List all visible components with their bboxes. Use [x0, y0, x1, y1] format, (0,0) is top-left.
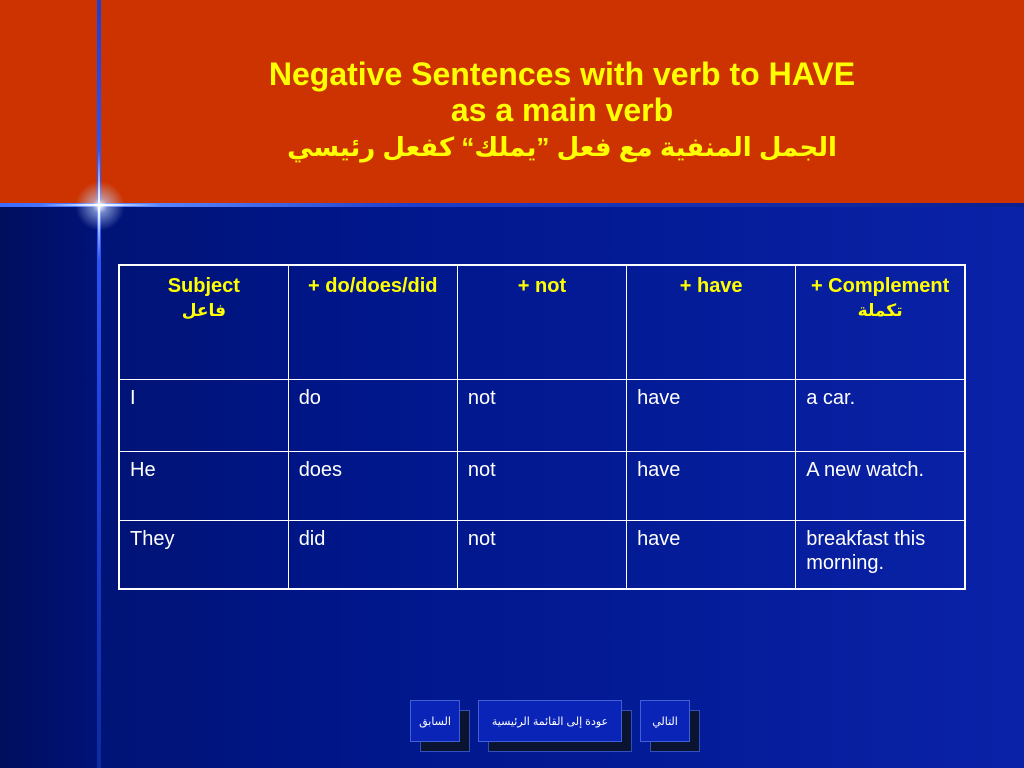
- table-header-row: [119, 265, 965, 379]
- cell-subject: He: [119, 451, 288, 520]
- header-subject: [119, 265, 288, 379]
- nav-prev-button[interactable]: [410, 700, 460, 742]
- cell-have: have: [627, 451, 796, 520]
- cell-have: have: [627, 520, 796, 589]
- header-label: Subject: [167, 275, 240, 297]
- table-row: [119, 379, 965, 451]
- slide-title: [100, 56, 1024, 164]
- cell-auxiliary: did: [288, 520, 457, 589]
- nav-prev-label[interactable]: السابق: [410, 700, 460, 742]
- header-arabic: فاعل: [181, 301, 226, 320]
- cell-not: not: [457, 451, 626, 520]
- cell-complement: A new watch.: [796, 451, 965, 520]
- title-line-1: Negative Sentences with verb to HAVE: [268, 56, 856, 92]
- header-not: [457, 265, 626, 379]
- cell-auxiliary: do: [288, 379, 457, 451]
- nav-next-label[interactable]: التالي: [640, 700, 690, 742]
- cell-not: not: [457, 520, 626, 589]
- title-arabic: الجمل المنفية مع فعل ”يملك“ كفعل رئيسي: [287, 132, 837, 162]
- title-band-left: [0, 0, 100, 205]
- nav-home-button[interactable]: [478, 700, 622, 742]
- grammar-table: [118, 264, 966, 590]
- header-label: + have: [679, 275, 743, 297]
- grammar-table-wrapper: [118, 264, 966, 590]
- table-row: [119, 451, 965, 520]
- cross-horizontal: [40, 204, 160, 206]
- header-label: + Complement: [810, 275, 950, 297]
- header-have: [627, 265, 796, 379]
- cell-not: not: [457, 379, 626, 451]
- table-row: [119, 520, 965, 589]
- nav-next-button[interactable]: [640, 700, 690, 742]
- header-label: + do/does/did: [308, 275, 438, 297]
- header-complement: [796, 265, 965, 379]
- cell-complement: breakfast this morning.: [796, 520, 965, 589]
- header-arabic: تكملة: [857, 301, 903, 320]
- header-label: + not: [517, 275, 567, 297]
- cell-auxiliary: does: [288, 451, 457, 520]
- header-auxiliary: [288, 265, 457, 379]
- cell-subject: I: [119, 379, 288, 451]
- title-line-2: as a main verb: [450, 92, 674, 128]
- nav-home-label[interactable]: عودة إلى القائمة الرئيسية: [478, 700, 622, 742]
- cross-glow: [70, 178, 130, 234]
- cell-subject: They: [119, 520, 288, 589]
- cell-have: have: [627, 379, 796, 451]
- cell-complement: a car.: [796, 379, 965, 451]
